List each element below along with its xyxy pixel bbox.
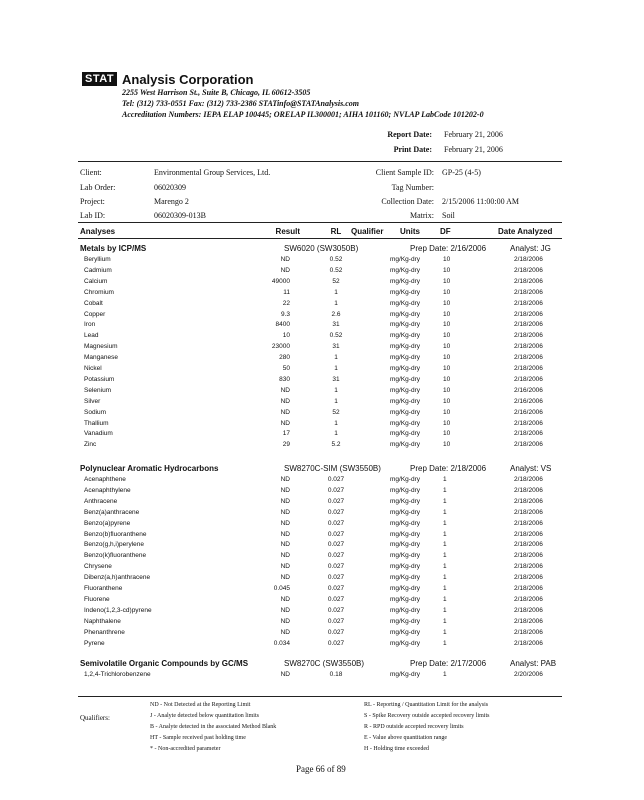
print-date-label: Print Date: (393, 145, 432, 154)
analyte-date: 2/18/2006 (514, 606, 543, 614)
qualifier-definition: RL - Reporting / Quantitation Limit for the analysis (364, 702, 489, 708)
analyte-df: 10 (443, 299, 451, 307)
analyte-df: 1 (443, 497, 447, 505)
analyte-df: 10 (443, 310, 451, 318)
analyte-units: mg/Kg-dry (390, 430, 420, 438)
analyte-units: mg/Kg-dry (390, 397, 420, 405)
section-title: Polynuclear Aromatic Hydrocarbons (80, 464, 219, 473)
accreditation-numbers: Accreditation Numbers: IEPA ELAP 100445; ORELAP IL300001; AIHA 101160; NVLAP LabCode 101202-0 (122, 110, 484, 119)
analyte-date: 2/18/2006 (514, 441, 543, 449)
analyte-date: 2/16/2006 (514, 408, 543, 416)
qualifier-definition: E - Value above quantitation range (364, 735, 448, 741)
analyte-name: Chromium (84, 288, 114, 296)
analyte-name: Cadmium (84, 266, 112, 274)
report-date: February 21, 2006 (444, 130, 503, 139)
analyte-name: Benzo(g,h,i)perylene (84, 541, 144, 549)
analyte-result: 10 (282, 332, 290, 340)
analyte-df: 10 (443, 277, 451, 285)
analyte-units: mg/Kg-dry (390, 408, 420, 416)
analyte-units: mg/Kg-dry (390, 508, 420, 516)
analyte-units: mg/Kg-dry (390, 606, 420, 614)
analyte-date: 2/18/2006 (514, 332, 543, 340)
analyte-units: mg/Kg-dry (390, 386, 420, 394)
analyte-rl: 0.027 (327, 585, 345, 592)
analyte-date: 2/18/2006 (514, 508, 543, 516)
analyte-result: 17 (282, 430, 290, 438)
analyte-date: 2/18/2006 (514, 288, 543, 296)
analyte-rl: 31 (332, 321, 340, 329)
lab-id-label: Lab ID: (80, 211, 106, 220)
analyte-rl: 31 (332, 343, 340, 351)
analyte-units: mg/Kg-dry (390, 628, 420, 636)
analyte-name: Potassium (84, 375, 115, 383)
client-value: Environmental Group Services, Ltd. (154, 168, 271, 177)
analyte-rl: 0.027 (327, 563, 345, 571)
analyte-df: 10 (443, 266, 451, 274)
analyte-df: 1 (443, 639, 447, 647)
analyte-result: ND (280, 508, 290, 516)
analyte-date: 2/18/2006 (514, 277, 543, 285)
analyte-name: Anthracene (84, 497, 118, 505)
analyte-units: mg/Kg-dry (390, 519, 420, 527)
analyte-df: 1 (443, 552, 447, 560)
analyte-result: 830 (279, 375, 290, 383)
analyte-rl: 2.6 (331, 310, 341, 318)
analyte-rl: 31 (332, 375, 340, 383)
analyte-result: ND (280, 606, 290, 614)
col-analyses: Analyses (80, 227, 116, 236)
project-label: Project: (80, 197, 105, 206)
analyte-df: 10 (443, 386, 451, 394)
analyte-df: 10 (443, 256, 451, 263)
analyte-units: mg/Kg-dry (390, 299, 420, 307)
analyte-units: mg/Kg-dry (390, 310, 420, 318)
analyte-name: Selenium (84, 386, 112, 394)
analyte-df: 10 (443, 343, 451, 351)
analyte-units: mg/Kg-dry (390, 419, 420, 427)
analyte-name: Cobalt (84, 299, 103, 307)
analyte-result: ND (280, 486, 290, 494)
analyte-units: mg/Kg-dry (390, 476, 420, 483)
analyte-result: ND (280, 256, 290, 263)
col-units: Units (400, 227, 420, 236)
analyte-date: 2/18/2006 (514, 354, 543, 362)
qualifier-definition: ND - Not Detected at the Reporting Limit (150, 702, 251, 708)
header-rule (78, 161, 562, 162)
analyte-date: 2/18/2006 (514, 585, 543, 592)
analyte-df: 1 (443, 585, 447, 592)
analyte-name: Vanadium (84, 430, 113, 438)
analyte-units: mg/Kg-dry (390, 486, 420, 494)
analyte-result: 23000 (271, 343, 290, 351)
analyte-rl: 52 (332, 408, 340, 416)
analyte-result: 0.045 (273, 585, 290, 592)
analyte-units: mg/Kg-dry (390, 375, 420, 383)
qualifier-definition: B - Analyte detected in the associated Method Blank (150, 724, 277, 730)
analyte-name: Benzo(b)fluoranthene (84, 530, 147, 538)
analyte-result: ND (280, 386, 290, 394)
analyte-name: Fluorene (84, 595, 110, 603)
analyte-name: Sodium (84, 408, 107, 416)
section-prep-date: Prep Date: 2/18/2006 (410, 464, 487, 473)
analyte-units: mg/Kg-dry (390, 574, 420, 582)
analyte-rl: 0.52 (329, 266, 343, 274)
analyte-rl: 1 (334, 288, 338, 296)
analyte-result: 22 (282, 299, 290, 307)
analyte-df: 1 (443, 508, 447, 516)
analyte-units: mg/Kg-dry (390, 277, 420, 285)
analyte-date: 2/18/2006 (514, 595, 543, 603)
company-logo: STAT (82, 72, 117, 86)
section-title: Semivolatile Organic Compounds by GC/MS (80, 659, 249, 668)
tag-number-label: Tag Number: (391, 183, 434, 192)
analyte-rl: 0.027 (327, 486, 345, 494)
company-address: 2255 West Harrison St., Suite B, Chicago, IL 60612-3505 (122, 88, 311, 97)
analyte-units: mg/Kg-dry (390, 552, 420, 560)
analyte-df: 10 (443, 441, 451, 449)
analyte-units: mg/Kg-dry (390, 354, 420, 362)
analyte-units: mg/Kg-dry (390, 639, 420, 647)
analyte-rl: 0.027 (327, 606, 345, 614)
section-analyst: Analyst: VS (510, 464, 552, 473)
analyte-name: Chrysene (84, 563, 112, 571)
analyte-result: 280 (279, 354, 290, 362)
analyte-df: 1 (443, 519, 447, 527)
qualifiers-label: Qualifiers: (80, 714, 110, 722)
analyte-units: mg/Kg-dry (390, 256, 420, 263)
analyte-result: ND (280, 476, 290, 483)
analyte-result: 49000 (271, 277, 290, 285)
qualifier-definition: H - Holding time exceeded (364, 746, 429, 752)
analyte-rl: 1 (334, 354, 338, 362)
client-sample-value: GP-25 (4-5) (442, 168, 481, 177)
print-date: February 21, 2006 (444, 145, 503, 154)
analyte-name: Acenaphthylene (84, 486, 131, 494)
section-prep-date: Prep Date: 2/17/2006 (410, 659, 487, 668)
col-rl: RL (330, 227, 342, 236)
analyte-date: 2/18/2006 (514, 628, 543, 636)
analyte-result: 8400 (275, 321, 290, 329)
analyte-result: ND (280, 397, 290, 405)
analyte-rl: 0.52 (329, 256, 343, 263)
column-header-rule (78, 238, 562, 239)
analyte-units: mg/Kg-dry (390, 365, 420, 372)
analyte-result: 50 (282, 365, 290, 372)
analyte-rl: 0.027 (327, 508, 345, 516)
analyte-name: Phenanthrene (84, 628, 125, 636)
qualifier-definition: J - Analyte detected below quantitation limits (150, 713, 259, 719)
analyte-df: 1 (443, 671, 447, 678)
analyte-date: 2/18/2006 (514, 375, 543, 383)
section-method: SW8270C (SW3550B) (284, 659, 365, 668)
analyte-units: mg/Kg-dry (390, 343, 420, 351)
analyte-rl: 0.027 (327, 628, 345, 636)
analyte-units: mg/Kg-dry (390, 332, 420, 340)
collection-date-label: Collection Date: (381, 197, 434, 206)
analyte-units: mg/Kg-dry (390, 617, 420, 625)
analyte-df: 10 (443, 365, 451, 372)
analyte-date: 2/18/2006 (514, 299, 543, 307)
analyte-date: 2/16/2006 (514, 397, 543, 405)
collection-date-value: 2/15/2006 11:00:00 AM (442, 197, 520, 206)
section-prep-date: Prep Date: 2/16/2006 (410, 244, 487, 253)
analyte-units: mg/Kg-dry (390, 497, 420, 505)
analyte-date: 2/18/2006 (514, 476, 543, 483)
analyte-df: 1 (443, 486, 447, 494)
analyte-df: 1 (443, 606, 447, 614)
legend-rule (78, 696, 562, 697)
analyte-rl: 1 (334, 365, 338, 372)
analyte-df: 10 (443, 332, 451, 340)
analyte-date: 2/18/2006 (514, 321, 543, 329)
qualifier-definition: * - Non-accredited parameter (150, 746, 221, 752)
section-method: SW8270C-SIM (SW3550B) (284, 464, 381, 473)
analyte-date: 2/18/2006 (514, 541, 543, 549)
analyte-date: 2/18/2006 (514, 617, 543, 625)
analyte-name: Beryllium (84, 256, 111, 263)
analyte-rl: 0.027 (327, 595, 345, 603)
col-df: DF (440, 227, 451, 236)
section-analyst: Analyst: JG (510, 244, 551, 253)
analyte-name: Pyrene (84, 639, 105, 647)
report-date-label: Report Date: (387, 130, 432, 139)
analyte-result: ND (280, 628, 290, 636)
analyte-date: 2/18/2006 (514, 574, 543, 582)
analyte-name: Silver (84, 397, 101, 405)
analyte-rl: 1 (334, 299, 338, 307)
analyte-result: ND (280, 266, 290, 274)
analyte-date: 2/18/2006 (514, 519, 543, 527)
analyte-df: 10 (443, 288, 451, 296)
client-sample-label: Client Sample ID: (375, 168, 434, 177)
analyte-df: 10 (443, 321, 451, 329)
lab-id-value: 06020309-013B (154, 211, 206, 220)
project-value: Marengo 2 (154, 197, 189, 206)
analyte-rl: 0.027 (327, 552, 345, 560)
analyte-rl: 5.2 (331, 441, 341, 449)
analyte-rl: 0.027 (327, 476, 345, 483)
analyte-date: 2/16/2006 (514, 386, 543, 394)
analyte-date: 2/18/2006 (514, 486, 543, 494)
analyte-units: mg/Kg-dry (390, 266, 420, 274)
analyte-df: 10 (443, 397, 451, 405)
analyte-df: 1 (443, 574, 447, 582)
analyte-result: 0.034 (273, 639, 290, 647)
analyte-rl: 1 (334, 386, 338, 394)
analyte-df: 10 (443, 419, 451, 427)
analyte-result: ND (280, 519, 290, 527)
analyte-name: Naphthalene (84, 617, 121, 625)
analyte-df: 10 (443, 354, 451, 362)
section-title: Metals by ICP/MS (80, 244, 147, 253)
analyte-df: 1 (443, 541, 447, 549)
matrix-label: Matrix: (410, 211, 434, 220)
analyte-df: 10 (443, 375, 451, 383)
analyte-rl: 0.52 (329, 332, 343, 340)
section-analyst: Analyst: PAB (510, 659, 557, 668)
lab-order-label: Lab Order: (80, 183, 116, 192)
analyte-name: Fluoranthene (84, 585, 123, 592)
analyte-name: Lead (84, 332, 99, 340)
analyte-name: Thallium (84, 419, 109, 427)
analyte-result: 29 (282, 441, 290, 449)
analyte-df: 10 (443, 430, 451, 438)
col-date-analyzed: Date Analyzed (498, 227, 553, 236)
analyte-result: ND (280, 563, 290, 571)
qualifier-definition: HT - Sample received past holding time (150, 735, 246, 741)
analyte-date: 2/18/2006 (514, 639, 543, 647)
analyte-df: 1 (443, 628, 447, 636)
col-result: Result (275, 227, 300, 236)
analyte-result: 11 (283, 288, 290, 296)
analyte-units: mg/Kg-dry (390, 585, 420, 592)
section-method: SW6020 (SW3050B) (284, 244, 359, 253)
analyte-result: ND (280, 552, 290, 560)
analyte-result: ND (280, 671, 290, 678)
analyte-name: Magnesium (84, 343, 118, 351)
analyte-df: 1 (443, 476, 447, 483)
analyte-rl: 0.027 (327, 541, 345, 549)
col-qualifier: Qualifier (351, 227, 384, 236)
analyte-rl: 0.18 (329, 671, 343, 678)
analyte-rl: 0.027 (327, 497, 345, 505)
company-name: Analysis Corporation (122, 72, 254, 87)
analyte-units: mg/Kg-dry (390, 288, 420, 296)
analyte-rl: 52 (332, 277, 340, 285)
analyte-result: ND (280, 617, 290, 625)
analyte-name: Benzo(a)pyrene (84, 519, 131, 527)
analyte-name: Dibenz(a,h)anthracene (84, 574, 151, 582)
analyte-name: Zinc (84, 441, 97, 449)
analyte-units: mg/Kg-dry (390, 671, 420, 678)
analyte-df: 1 (443, 563, 447, 571)
matrix-value: Soil (442, 211, 455, 220)
analyte-date: 2/18/2006 (514, 365, 543, 372)
analyte-rl: 1 (334, 397, 338, 405)
analyte-name: Benz(a)anthracene (84, 508, 140, 516)
analyte-name: Nickel (84, 365, 102, 372)
qualifier-definition: S - Spike Recovery outside accepted recovery limits (364, 713, 490, 719)
analyte-df: 1 (443, 530, 447, 538)
analyte-units: mg/Kg-dry (390, 441, 420, 449)
analyte-rl: 0.027 (327, 530, 345, 538)
page-number: Page 66 of 89 (296, 764, 346, 774)
analyte-units: mg/Kg-dry (390, 321, 420, 329)
analyte-df: 10 (443, 408, 451, 416)
analyte-name: 1,2,4-Trichlorobenzene (84, 671, 151, 678)
analyte-date: 2/18/2006 (514, 430, 543, 438)
analyte-rl: 1 (334, 430, 338, 438)
analyte-name: Calcium (84, 277, 108, 285)
analyte-result: ND (280, 541, 290, 549)
analyte-rl: 1 (334, 419, 338, 427)
analyte-date: 2/18/2006 (514, 266, 543, 274)
analyte-date: 2/18/2006 (514, 530, 543, 538)
analyte-name: Iron (84, 321, 96, 329)
analyte-date: 2/18/2006 (514, 497, 543, 505)
analyte-rl: 0.027 (327, 639, 345, 647)
analyte-name: Copper (84, 310, 106, 318)
analyte-units: mg/Kg-dry (390, 595, 420, 603)
analyte-date: 2/20/2006 (514, 671, 543, 678)
analyte-name: Indeno(1,2,3-cd)pyrene (84, 606, 152, 614)
qualifier-definition: R - RPD outside accepted recovery limits (364, 724, 464, 730)
analyte-rl: 0.027 (327, 617, 345, 625)
analyte-name: Acenaphthene (84, 476, 126, 483)
analyte-date: 2/18/2006 (514, 343, 543, 351)
analyte-result: ND (280, 574, 290, 582)
client-label: Client: (80, 168, 102, 177)
analyte-result: 9.3 (280, 310, 290, 318)
lab-order-value: 06020309 (154, 183, 186, 192)
analyte-df: 1 (443, 617, 447, 625)
analyte-result: ND (280, 595, 290, 603)
analyte-result: ND (280, 530, 290, 538)
analyte-result: ND (280, 408, 290, 416)
analyte-rl: 0.027 (327, 519, 345, 527)
analyte-date: 2/18/2006 (514, 310, 543, 318)
analyte-result: ND (280, 419, 290, 427)
company-contact: Tel: (312) 733-0551 Fax: (312) 733-2386 STATinfo@STATAnalysis.com (122, 99, 359, 108)
analyte-date: 2/18/2006 (514, 563, 543, 571)
analyte-date: 2/18/2006 (514, 419, 543, 427)
analyte-units: mg/Kg-dry (390, 530, 420, 538)
analyte-result: ND (280, 497, 290, 505)
analyte-df: 1 (443, 595, 447, 603)
analyte-date: 2/18/2006 (514, 256, 543, 263)
info-rule (78, 222, 562, 223)
analyte-date: 2/18/2006 (514, 552, 543, 560)
analyte-rl: 0.027 (327, 574, 345, 582)
analyte-name: Benzo(k)fluoranthene (84, 552, 147, 560)
analyte-name: Manganese (84, 354, 118, 362)
analyte-units: mg/Kg-dry (390, 563, 420, 571)
analyte-units: mg/Kg-dry (390, 541, 420, 549)
